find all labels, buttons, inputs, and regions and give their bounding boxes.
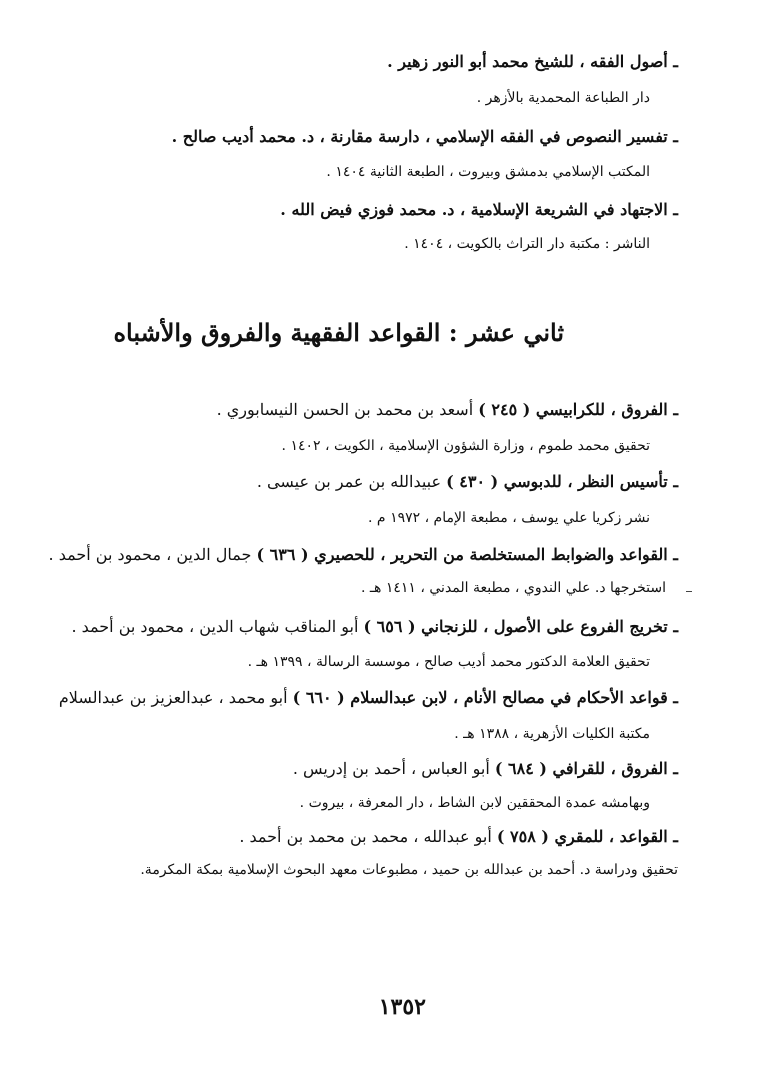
ref-detail: تحقيق محمد طموم ، وزارة الشؤون الإسلامية ، الكويت ، ١٤٠٢ . — [281, 438, 650, 454]
ref-author: عبيدالله بن عمر بن عيسى . — [256, 472, 442, 491]
ref-entry — [257, 472, 678, 491]
ref-title: ـ تفسير النصوص في الفقه الإسلامي ، دارسة مقارنة ، د. محمد أديب صالح . — [171, 127, 678, 146]
ref-author: أبو محمد ، عبدالعزيز بن عبدالسلام — [58, 688, 288, 707]
ref-entry — [293, 759, 678, 778]
ref-detail: استخرجها د. علي الندوي ، مطبعة المدني ، ١٤١١ هـ . — [361, 580, 666, 596]
ref-title: ـ تخريج الفروع على الأصول ، للزنجاني ( ٦٥٦ ) — [363, 617, 678, 636]
ref-author: أبو عبدالله ، محمد بن محمد بن أحمد . — [239, 827, 492, 846]
ref-author: جمال الدين ، محمود بن أحمد . — [48, 545, 252, 564]
ref-detail: تحقيق العلامة الدكتور محمد أديب صالح ، موسسة الرسالة ، ١٣٩٩ هـ . — [247, 654, 650, 670]
section-heading: ثاني عشر : القواعد الفقهية والفروق والأشباه — [113, 318, 564, 347]
stray-mark — [686, 591, 692, 592]
ref-author: أسعد بن محمد بن الحسن النيسابوري . — [216, 400, 474, 419]
ref-entry — [217, 400, 678, 419]
ref-detail: دار الطباعة المحمدية بالأزهر . — [476, 90, 650, 106]
ref-title: ـ القواعد والضوابط المستخلصة من التحرير ، للحصيري ( ٦٣٦ ) — [256, 545, 678, 564]
ref-author: أبو العباس ، أحمد بن إدريس . — [292, 759, 490, 778]
ref-entry — [239, 827, 678, 846]
ref-detail: مكتبة الكليات الأزهرية ، ١٣٨٨ هـ . — [454, 726, 650, 742]
ref-entry — [49, 545, 678, 564]
ref-detail: نشر زكريا علي يوسف ، مطبعة الإمام ، ١٩٧٢ م . — [368, 510, 650, 526]
ref-detail: تحقيق ودراسة د. أحمد بن عبدالله بن حميد ، مطبوعات معهد البحوث الإسلامية بمكة المكرمة. — [140, 862, 678, 878]
ref-detail: المكتب الإسلامي بدمشق وبيروت ، الطبعة الثانية ١٤٠٤ . — [326, 164, 650, 180]
ref-title: ـ أصول الفقه ، للشيخ محمد أبو النور زهير . — [387, 52, 678, 71]
ref-detail: الناشر : مكتبة دار التراث بالكويت ، ١٤٠٤ . — [404, 236, 650, 252]
ref-entry — [59, 688, 678, 707]
ref-title: ـ تأسيس النظر ، للدبوسي ( ٤٣٠ ) — [446, 472, 678, 491]
ref-title: ـ الفروق ، للكرابيسي ( ٢٤٥ ) — [478, 400, 678, 419]
ref-title: ـ الاجتهاد في الشريعة الإسلامية ، د. محمد فوزي فيض الله . — [280, 200, 678, 219]
ref-entry — [71, 617, 678, 636]
ref-author: أبو المناقب شهاب الدين ، محمود بن أحمد . — [71, 617, 359, 636]
ref-detail: وبهامشه عمدة المحققين لابن الشاط ، دار المعرفة ، بيروت . — [299, 795, 650, 811]
ref-title: ـ قواعد الأحكام في مصالح الأنام ، لابن عبدالسلام ( ٦٦٠ ) — [292, 688, 678, 707]
ref-title: ـ القواعد ، للمقري ( ٧٥٨ ) — [496, 827, 678, 846]
page-number: ١٣٥٢ — [378, 994, 426, 1020]
ref-title: ـ الفروق ، للقرافي ( ٦٨٤ ) — [494, 759, 678, 778]
